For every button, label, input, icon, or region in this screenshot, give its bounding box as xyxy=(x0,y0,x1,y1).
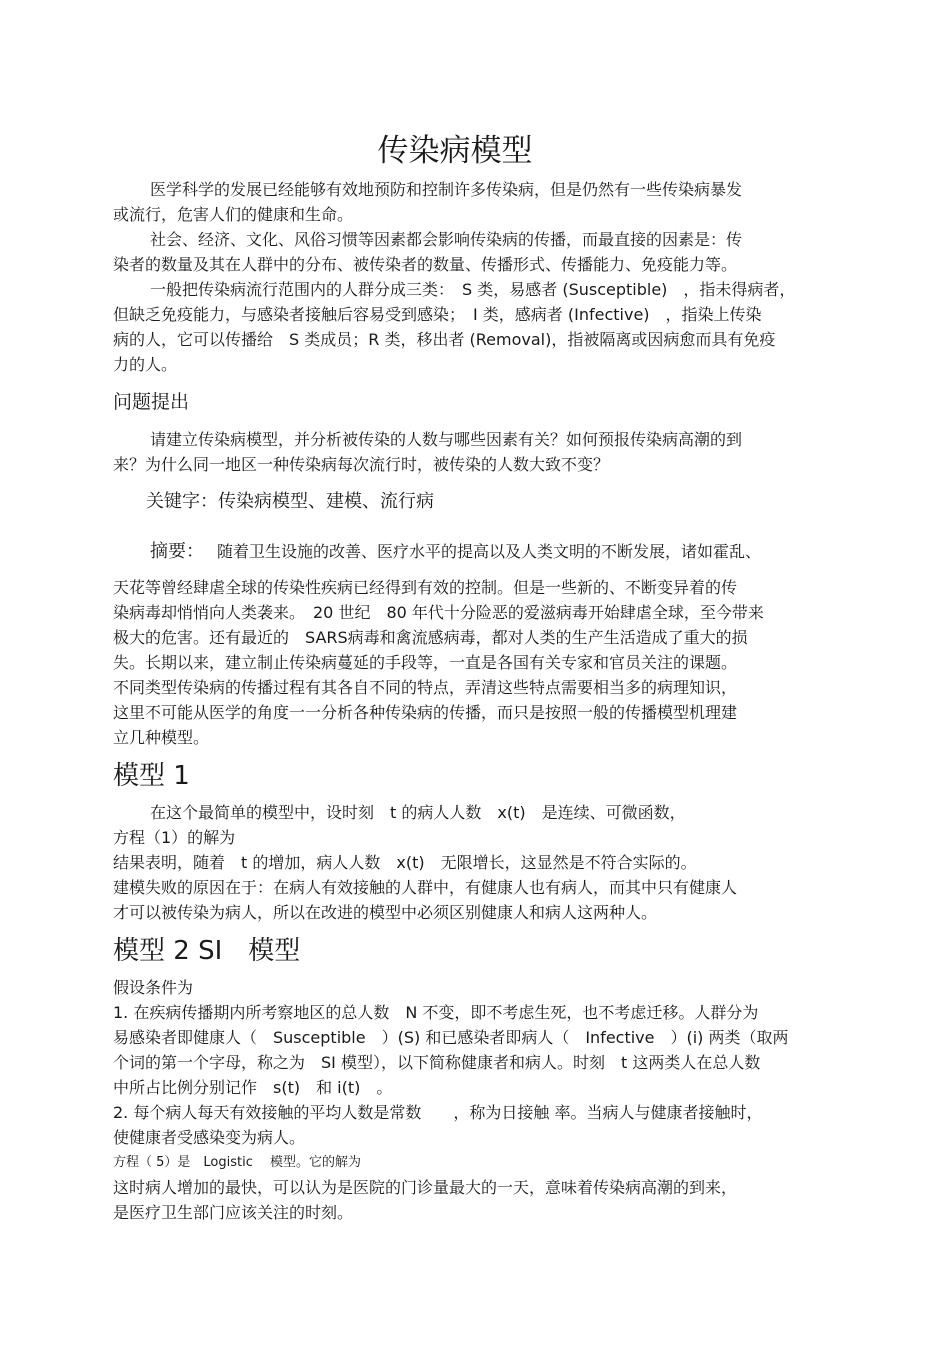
model1-line: 建模失败的原因在于：在病人有效接触的人群中，有健康人也有病人，而其中只有健康人 xyxy=(113,878,738,897)
model2-line: 个词的第一个字母，称之为 SI 模型），以下简称健康者和病人。时刻 t 这两类人在总人数 xyxy=(113,1053,761,1072)
intro-line: 或流行，危害人们的健康和生命。 xyxy=(113,205,354,224)
section-heading-model2: 模型 2 SI 模型 xyxy=(113,936,301,966)
intro-line: 染者的数量及其在人群中的分布、被传染者的数量、传播形式、传播能力、免疫能力等。 xyxy=(113,255,738,274)
abstract-line: 随着卫生设施的改善、医疗水平的提高以及人类文明的不断发展，诸如霍乱、 xyxy=(217,542,762,561)
model2-line: 是医疗卫生部门应该关注的时刻。 xyxy=(113,1203,354,1222)
abstract-line: 这里不可能从医学的角度一一分析各种传染病的传播，而只是按照一般的传播模型机理建 xyxy=(113,703,738,722)
model1-line: 才可以被传染为病人，所以在改进的模型中必须区别健康人和病人这两种人。 xyxy=(113,903,658,922)
model2-line: 1. 在疾病传播期内所考察地区的总人数 N 不变，即不考虑生死，也不考虑迁移。人群分为 xyxy=(113,1003,759,1022)
abstract-line: 立几种模型。 xyxy=(113,728,210,747)
model2-line: 假设条件为 xyxy=(113,978,194,997)
model1-line: 结果表明，随着 t 的增加，病人人数 x(t) 无限增长，这显然是不符合实际的。 xyxy=(113,853,697,872)
intro-line: 力的人。 xyxy=(113,355,178,374)
page-title: 传染病模型 xyxy=(377,133,533,169)
abstract-line: 天花等曾经肆虐全球的传染性疾病已经得到有效的控制。但是一些新的、不断变异着的传 xyxy=(113,578,738,597)
abstract-label: 摘要： xyxy=(150,541,204,562)
problem-line: 来？为什么同一地区一种传染病每次流行时，被传染的人数大致不变？ xyxy=(113,455,610,474)
abstract-line: 不同类型传染病的传播过程有其各自不同的特点，弄清这些特点需要相当多的病理知识， xyxy=(113,678,738,697)
abstract-line: 染病毒却悄悄向人类袭来。 20 世纪 80 年代十分险恶的爱滋病毒开始肆虐全球，至今带来 xyxy=(113,603,764,622)
model2-line: 易感染者即健康人（ Susceptible ）(S) 和已感染者即病人（ Infective ）(i) 两类（取两 xyxy=(113,1028,789,1047)
problem-line: 请建立传染病模型，并分析被传染的人数与哪些因素有关？如何预报传染病高潮的到 xyxy=(150,430,743,449)
keywords: 关键字：传染病模型、建模、流行病 xyxy=(146,491,434,512)
section-heading-model1: 模型 1 xyxy=(113,761,190,791)
model1-line: 方程（1）的解为 xyxy=(113,828,236,847)
model2-line: 2. 每个病人每天有效接触的平均人数是常数 ，称为日接触 率。当病人与健康者接触时， xyxy=(113,1103,763,1122)
intro-line: 病的人，它可以传播给 S 类成员；R 类，移出者 (Removal)，指被隔离或因病愈而具有免疫 xyxy=(113,330,776,349)
intro-line: 但缺乏免疫能力，与感染者接触后容易受到感染； I 类，感病者 (Infective) ，指染上传染 xyxy=(113,305,762,324)
model2-small-line: 方程（ 5）是 Logistic 模型。它的解为 xyxy=(113,1155,361,1170)
model2-line: 使健康者受感染变为病人。 xyxy=(113,1128,306,1147)
model1-line: 在这个最简单的模型中，设时刻 t 的病人人数 x(t) 是连续、可微函数， xyxy=(150,803,686,822)
intro-line: 社会、经济、文化、风俗习惯等因素都会影响传染病的传播，而最直接的因素是：传 xyxy=(150,230,743,249)
model2-line: 中所占比例分别记作 s(t) 和 i(t) 。 xyxy=(113,1078,393,1097)
intro-line: 一般把传染病流行范围内的人群分成三类： S 类，易感者 (Susceptible) ，指未得病者， xyxy=(150,280,796,299)
model2-line: 这时病人增加的最快，可以认为是医院的门诊量最大的一天，意味着传染病高潮的到来， xyxy=(113,1178,738,1197)
abstract-line: 极大的危害。还有最近的 SARS病毒和禽流感病毒，都对人类的生产生活造成了重大的损 xyxy=(113,628,748,647)
section-heading-problem: 问题提出 xyxy=(113,391,190,413)
abstract-line: 失。长期以来，建立制止传染病蔓延的手段等，一直是各国有关专家和官员关注的课题。 xyxy=(113,653,738,672)
intro-line: 医学科学的发展已经能够有效地预防和控制许多传染病，但是仍然有一些传染病暴发 xyxy=(150,180,743,199)
